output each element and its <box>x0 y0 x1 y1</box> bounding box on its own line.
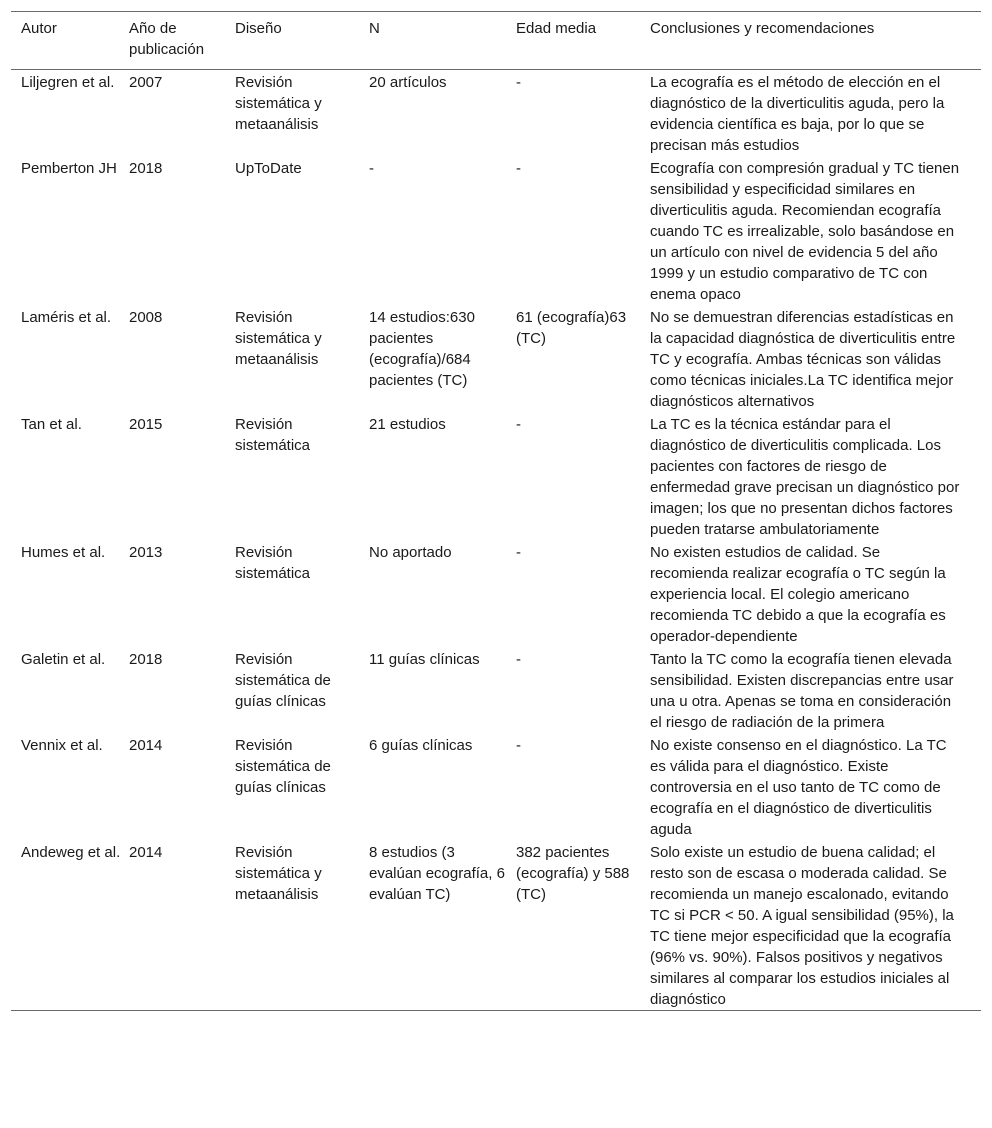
table-row <box>11 540 981 647</box>
table-row <box>11 412 981 540</box>
header-conclusiones: Conclusiones y recomendaciones <box>650 12 981 70</box>
table-row <box>11 840 981 1010</box>
cell-diseno: Revisión sistemática y metaanálisis <box>235 844 322 903</box>
cell-edad: - <box>516 651 521 668</box>
cell-diseno: Revisión sistemática <box>235 544 311 582</box>
table-row <box>11 733 981 840</box>
cell-anio: 2008 <box>129 309 163 326</box>
cell-conclusiones: La ecografía es el método de elección en el diagnóstico de la diverticulitis aguda, pero la evidencia científica es baja, por lo que se precisan más estudios <box>650 74 945 154</box>
table-row <box>11 305 981 412</box>
cell-autor: Liljegren et al. <box>21 74 115 91</box>
table-row <box>11 647 981 733</box>
cell-anio: 2007 <box>129 74 163 91</box>
cell-n: 21 estudios <box>369 416 446 433</box>
cell-anio: 2015 <box>129 416 163 433</box>
cell-anio: 2018 <box>129 160 163 177</box>
cell-conclusiones: No existe consenso en el diagnóstico. La TC es válida para el diagnóstico. Existe controversia en el uso tanto de TC como de ecografía en el diagnóstico de diverticulitis aguda <box>650 737 947 838</box>
cell-n: 6 guías clínicas <box>369 737 473 754</box>
cell-n: 11 guías clínicas <box>369 651 480 668</box>
header-row <box>11 12 981 70</box>
evidence-table <box>11 12 981 1010</box>
cell-autor: Tan et al. <box>21 416 82 433</box>
cell-conclusiones: Ecografía con compresión gradual y TC tienen sensibilidad y especificidad similares en diverticulitis aguda. Recomiendan ecografía cuando TC es irrealizable, solo basándose en un artículo con nivel de evidencia 5 del año 1999 y un estudio comparativo de TC con enema opaco <box>650 160 960 303</box>
cell-conclusiones: Solo existe un estudio de buena calidad; el resto son de escasa o moderada calidad. Se recomienda un manejo escalonado, evitando TC si PCR < 50. A igual sensibilidad (95%), la TC tiene mejor especificidad que la ecografía (96% vs. 90%). Falsos positivos y negativos similares al comparar los estudios iniciales al diagnóstico <box>650 844 954 1008</box>
cell-conclusiones: No se demuestran diferencias estadísticas en la capacidad diagnóstica de diverticulitis entre TC y ecografía. Ambas técnicas son válidas como técnicas iniciales.La TC identifica mejor diagnósticos alternativos <box>650 309 956 410</box>
cell-n: - <box>369 160 374 177</box>
cell-diseno: Revisión sistemática de guías clínicas <box>235 737 331 796</box>
cell-autor: Galetin et al. <box>21 651 106 668</box>
cell-edad: - <box>516 74 521 91</box>
cell-edad: - <box>516 416 521 433</box>
cell-edad: 61 (ecografía)63 (TC) <box>516 309 627 347</box>
cell-autor: Laméris et al. <box>21 309 112 326</box>
cell-conclusiones: No existen estudios de calidad. Se recomienda realizar ecografía o TC según la experiencia local. El colegio americano recomienda TC debido a que la ecografía es operador-dependiente <box>650 544 946 645</box>
cell-autor: Humes et al. <box>21 544 106 561</box>
cell-n: 20 artículos <box>369 74 447 91</box>
table-row <box>11 156 981 305</box>
cell-anio: 2014 <box>129 844 163 861</box>
header-n: N <box>369 12 516 70</box>
table-header <box>11 12 981 70</box>
cell-edad: - <box>516 737 521 754</box>
cell-diseno: Revisión sistemática y metaanálisis <box>235 74 322 133</box>
evidence-table-container <box>11 11 981 1011</box>
cell-n: No aportado <box>369 544 452 561</box>
cell-diseno: Revisión sistemática de guías clínicas <box>235 651 331 710</box>
cell-edad: - <box>516 544 521 561</box>
cell-diseno: Revisión sistemática y metaanálisis <box>235 309 322 368</box>
header-anio: Año de publicación <box>129 12 235 70</box>
header-autor: Autor <box>11 12 129 70</box>
cell-autor: Andeweg et al. <box>21 844 121 861</box>
cell-autor: Vennix et al. <box>21 737 103 754</box>
cell-anio: 2018 <box>129 651 163 668</box>
header-edad: Edad media <box>516 12 650 70</box>
cell-edad: - <box>516 160 521 177</box>
table-body <box>11 70 981 1011</box>
cell-diseno: Revisión sistemática <box>235 416 311 454</box>
cell-diseno: UpToDate <box>235 160 302 177</box>
cell-conclusiones: La TC es la técnica estándar para el diagnóstico de diverticulitis complicada. Los pacientes con factores de riesgo de enfermedad grave precisan un diagnóstico por imagen; los que no presentan dichos factores pueden tratarse ambulatoriamente <box>650 416 960 538</box>
cell-n: 8 estudios (3 evalúan ecografía, 6 evalúan TC) <box>369 844 505 903</box>
cell-n: 14 estudios:630 pacientes (ecografía)/684 pacientes (TC) <box>369 309 475 389</box>
cell-anio: 2013 <box>129 544 163 561</box>
cell-anio: 2014 <box>129 737 163 754</box>
header-diseno: Diseño <box>235 12 369 70</box>
table-row <box>11 70 981 157</box>
cell-edad: 382 pacientes (ecografía) y 588 (TC) <box>516 844 630 903</box>
cell-autor: Pemberton JH <box>21 160 117 177</box>
cell-conclusiones: Tanto la TC como la ecografía tienen elevada sensibilidad. Existen discrepancias entre usar una u otra. Apenas se toma en consideración el riesgo de radiación de la primera <box>650 651 954 731</box>
